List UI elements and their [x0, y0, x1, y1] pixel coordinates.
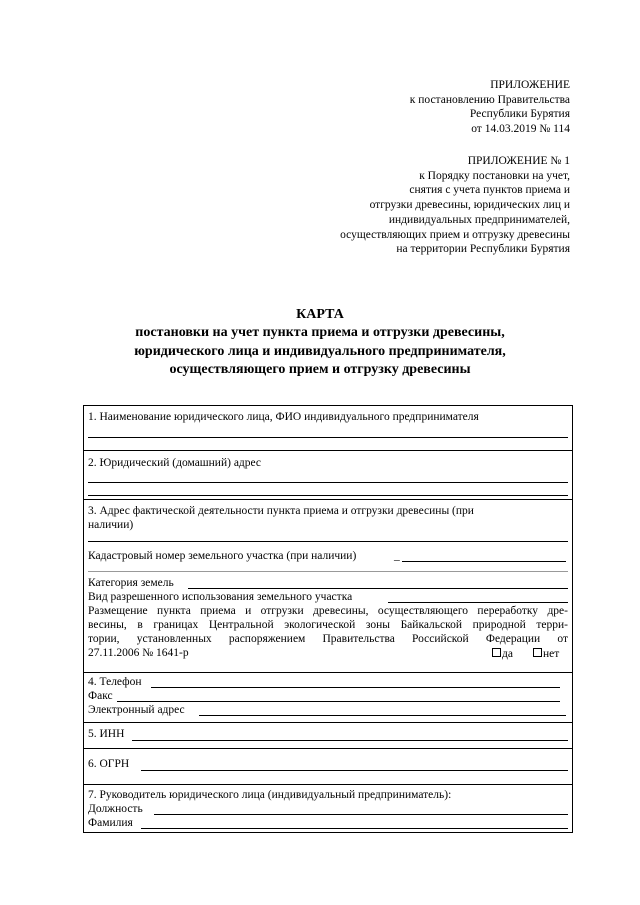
permitted-use-label: Вид разрешенного использования земельного участка: [88, 591, 353, 603]
appendix-one-ref: индивидуальных предпринимателей,: [388, 213, 570, 226]
option-yes-label: да: [502, 648, 513, 660]
appendix-ref: к постановлению Правительства: [409, 93, 570, 106]
checkbox-icon[interactable]: [492, 648, 501, 657]
phone-field[interactable]: [151, 687, 560, 688]
subtitle-line: осуществляющего прием и отгрузку древесины: [169, 362, 471, 377]
surname-field[interactable]: [141, 828, 568, 829]
position-field[interactable]: [154, 814, 568, 815]
permitted-use-field[interactable]: [388, 602, 568, 603]
section-inn: [84, 722, 572, 749]
land-category-label: Категория земель: [88, 577, 174, 589]
appendix-one-ref: к Порядку постановки на учет,: [419, 169, 570, 182]
ogrn-field[interactable]: [141, 770, 568, 771]
email-label: Электронный адрес: [88, 704, 185, 716]
legal-address-field[interactable]: [88, 495, 568, 496]
phone-label: 4. Телефон: [88, 676, 142, 688]
actual-address-field[interactable]: [88, 541, 568, 542]
appendix-title: ПРИЛОЖЕНИЕ: [490, 79, 570, 91]
legal-address-field[interactable]: [88, 482, 568, 483]
ogrn-label: 6. ОГРН: [88, 758, 130, 770]
checkbox-icon[interactable]: [533, 648, 542, 657]
option-no-label: нет: [543, 648, 560, 660]
document-subtitle: [0, 324, 640, 380]
appendix-one-ref: отгрузки древесины, юридических лиц и: [369, 199, 570, 212]
fax-label: Факс: [88, 690, 113, 702]
section-name-label: 1. Наименование юридического лица, ФИО индивидуального предпринимателя: [88, 411, 479, 423]
section-legal-address: [84, 450, 572, 500]
divider-line: [88, 571, 568, 572]
subtitle-line: постановки на учет пункта приема и отгрузки древесины,: [135, 325, 505, 340]
appendix-ref: Республики Бурятия: [469, 108, 570, 121]
section-actual-address: [84, 499, 572, 673]
head-label: 7. Руководитель юридического лица (индивидуальный предприниматель):: [88, 789, 452, 801]
section-contacts: [84, 672, 572, 723]
document-title: КАРТА: [296, 307, 344, 322]
placement-date: 27.11.2006 № 1641-р: [88, 647, 189, 659]
email-field[interactable]: [199, 715, 566, 716]
inn-label: 5. ИНН: [88, 728, 125, 740]
registration-form: [83, 405, 573, 833]
section-ogrn: [84, 748, 572, 785]
appendix-one-title: ПРИЛОЖЕНИЕ № 1: [467, 155, 570, 167]
appendix-one-header: [340, 154, 570, 257]
section-name: [84, 406, 572, 451]
appendix-one-ref: снятия с учета пунктов приема и: [409, 184, 570, 197]
appendix-header: [410, 78, 570, 137]
appendix-date: от 14.03.2019 № 114: [471, 123, 570, 136]
name-field[interactable]: [88, 437, 568, 438]
placement-text: тории, установленных распоряжением Правительства Российской Федерации от: [88, 633, 568, 645]
cadastral-label: Кадастровый номер земельного участка (при наличии): [88, 550, 357, 562]
cadastral-prefix: _: [394, 550, 400, 562]
appendix-one-ref: осуществляющих прием и отгрузку древесины: [340, 228, 570, 241]
subtitle-line: юридического лица и индивидуального предпринимателя,: [134, 343, 506, 359]
actual-address-label: наличии): [88, 519, 134, 531]
placement-text: Размещение пункта приема и отгрузки древесины, осуществляющего переработку дре-: [88, 605, 568, 617]
actual-address-label: 3. Адрес фактической деятельности пункта приема и отгрузки древесины (при: [88, 505, 474, 517]
surname-label: Фамилия: [88, 817, 133, 829]
option-no[interactable]: [533, 648, 559, 660]
position-label: Должность: [88, 803, 143, 815]
section-head: [84, 784, 572, 834]
cadastral-number-field[interactable]: [402, 561, 566, 562]
inn-field[interactable]: [132, 740, 568, 741]
placement-text: весины, в границах Центральной экологической зоны Байкальской природной терри-: [88, 619, 568, 631]
appendix-one-ref: на территории Республики Бурятия: [396, 243, 570, 256]
option-yes[interactable]: [492, 648, 513, 660]
fax-field[interactable]: [117, 701, 560, 702]
land-category-field[interactable]: [188, 588, 568, 589]
legal-address-label: 2. Юридический (домашний) адрес: [88, 457, 262, 469]
